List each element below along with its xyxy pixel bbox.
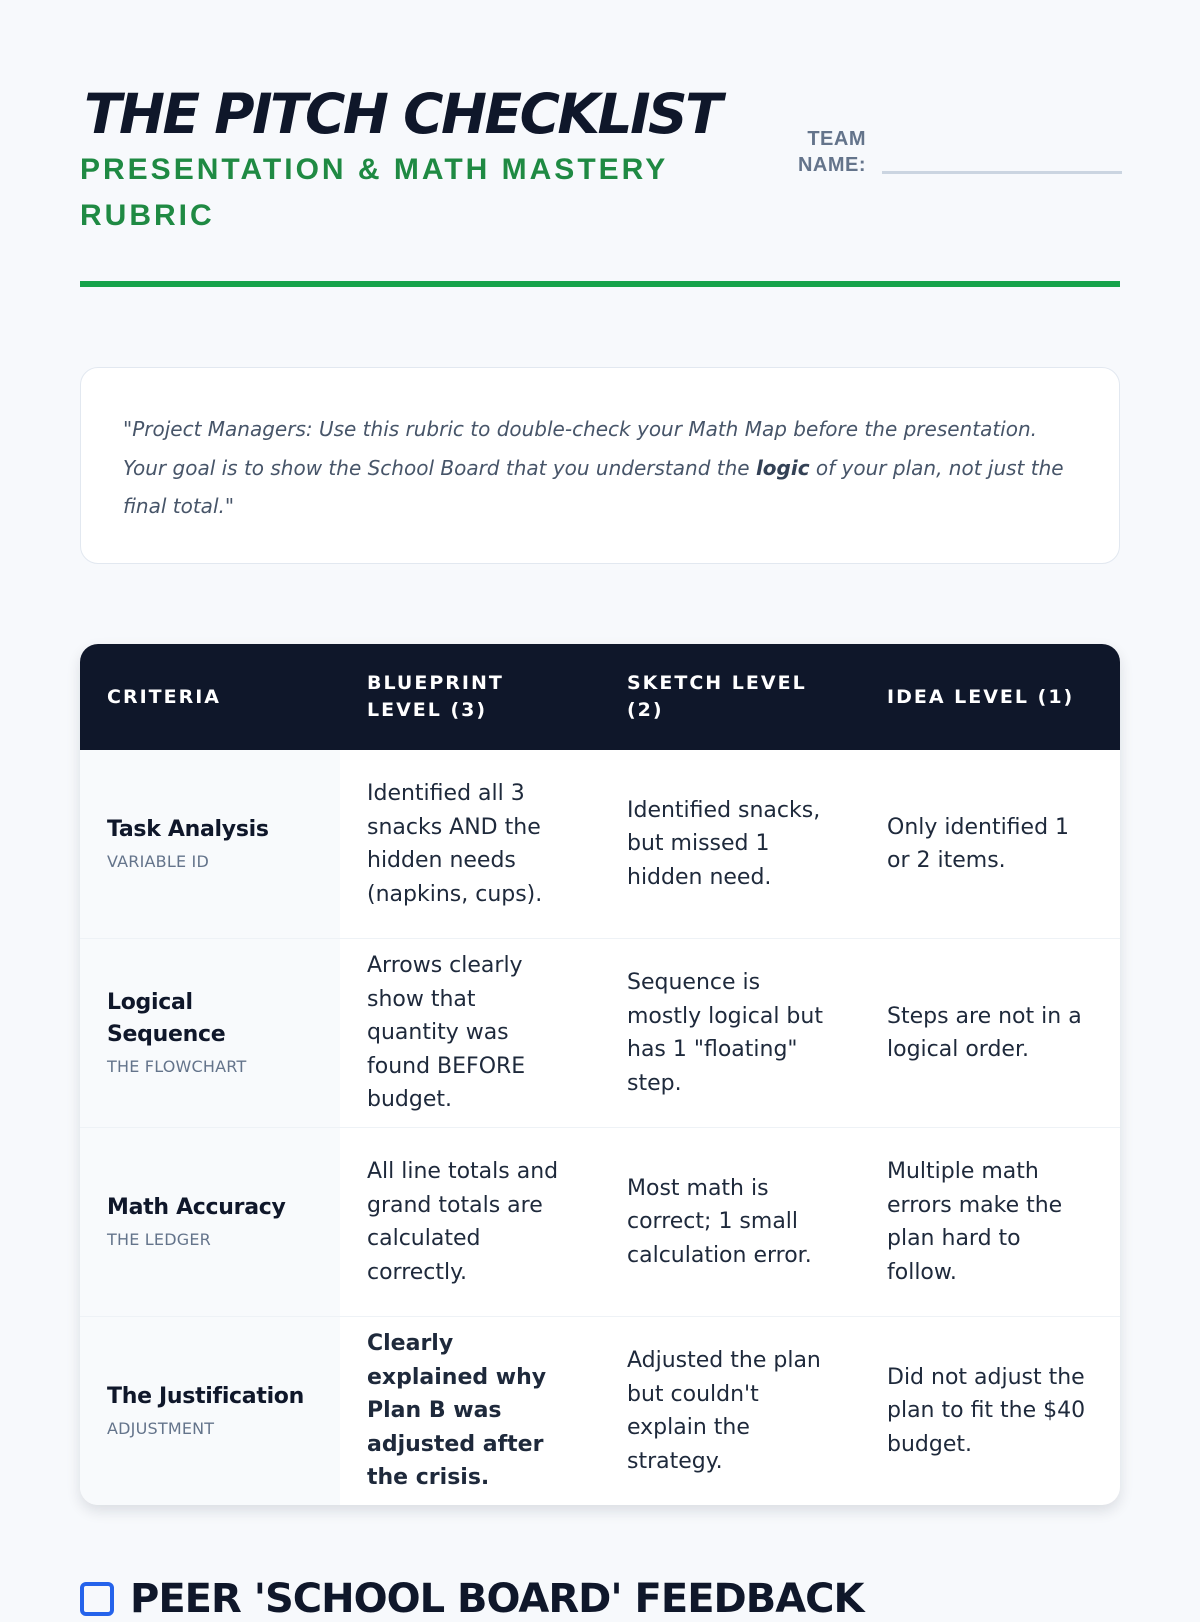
table-row — [80, 1317, 1120, 1506]
team-name-input-line[interactable] — [882, 171, 1122, 174]
team-name-field[interactable] — [780, 126, 1122, 178]
peer-feedback-title: PEER 'SCHOOL BOARD' FEEDBACK — [130, 1576, 864, 1622]
idea-level-cell: Steps are not in a logical order. — [860, 939, 1120, 1128]
criteria-cell — [80, 1128, 340, 1317]
criteria-cell — [80, 939, 340, 1128]
idea-level-cell: Multiple math errors make the plan hard to follow. — [860, 1128, 1120, 1317]
criteria-tag: THE FLOWCHART — [107, 1057, 247, 1076]
criteria-cell — [80, 750, 340, 939]
sketch-level-cell: Sequence is mostly logical but has 1 "floating" step. — [600, 939, 860, 1128]
intro-quote-before: "Project Managers: Use this rubric to double-check your Math Map before the presentation. Your goal is to show the School Board that you understand the — [123, 417, 1037, 480]
criteria-cell — [80, 1317, 340, 1506]
page-subtitle: PRESENTATION & MATH MASTERY RUBRIC — [80, 153, 668, 232]
table-row — [80, 939, 1120, 1128]
sketch-level-cell: Adjusted the plan but couldn't explain the strategy. — [600, 1317, 860, 1506]
criteria-name: Task Analysis — [107, 817, 269, 842]
idea-level-cell: Did not adjust the plan to fit the $40 budget. — [860, 1317, 1120, 1506]
sketch-level-cell: Identified snacks, but missed 1 hidden need. — [627, 797, 821, 890]
team-name-label: TEAM NAME: — [797, 128, 866, 176]
table-row — [80, 750, 1120, 939]
criteria-name: Logical Sequence — [107, 990, 226, 1047]
intro-quote — [123, 410, 1073, 526]
header-divider — [80, 281, 1120, 287]
column-header-blueprint-level: BLUEPRINT LEVEL (3) — [340, 644, 600, 750]
blueprint-level-cell: Identified all 3 snacks AND the hidden needs (napkins, cups). — [367, 781, 543, 907]
criteria-tag: THE LEDGER — [107, 1230, 211, 1249]
blueprint-level-cell: All line totals and grand totals are calculated correctly. — [340, 1128, 600, 1317]
column-header-criteria: CRITERIA — [80, 644, 340, 750]
page-title: THE PITCH CHECKLIST — [84, 82, 721, 146]
column-header-sketch-level: SKETCH LEVEL (2) — [600, 644, 860, 750]
criteria-name: Math Accuracy — [107, 1195, 286, 1220]
intro-quote-after: of your plan, not just the final total." — [123, 455, 1064, 518]
rubric-table — [80, 644, 1120, 1505]
rubric-page — [80, 0, 1120, 1622]
column-header-idea-level: IDEA LEVEL (1) — [860, 644, 1120, 750]
blueprint-level-cell: Arrows clearly show that quantity was found BEFORE budget. — [340, 939, 600, 1128]
blueprint-level-cell-highlighted: Clearly explained why Plan B was adjusted after the crisis. — [340, 1317, 600, 1506]
intro-quote-emphasis: logic — [755, 455, 810, 480]
checkbox-icon — [80, 1582, 114, 1616]
peer-feedback-section-heading — [80, 1576, 864, 1622]
sketch-level-cell: Most math is correct; 1 small calculation error. — [600, 1128, 860, 1317]
rubric-header-row — [80, 644, 1120, 750]
page-header — [80, 0, 1120, 287]
criteria-tag: ADJUSTMENT — [107, 1419, 215, 1438]
idea-level-cell: Only identified 1 or 2 items. — [887, 814, 1070, 873]
criteria-tag: VARIABLE ID — [107, 852, 209, 871]
intro-quote-card — [80, 367, 1120, 564]
criteria-name: The Justification — [107, 1384, 304, 1409]
table-row — [80, 1128, 1120, 1317]
